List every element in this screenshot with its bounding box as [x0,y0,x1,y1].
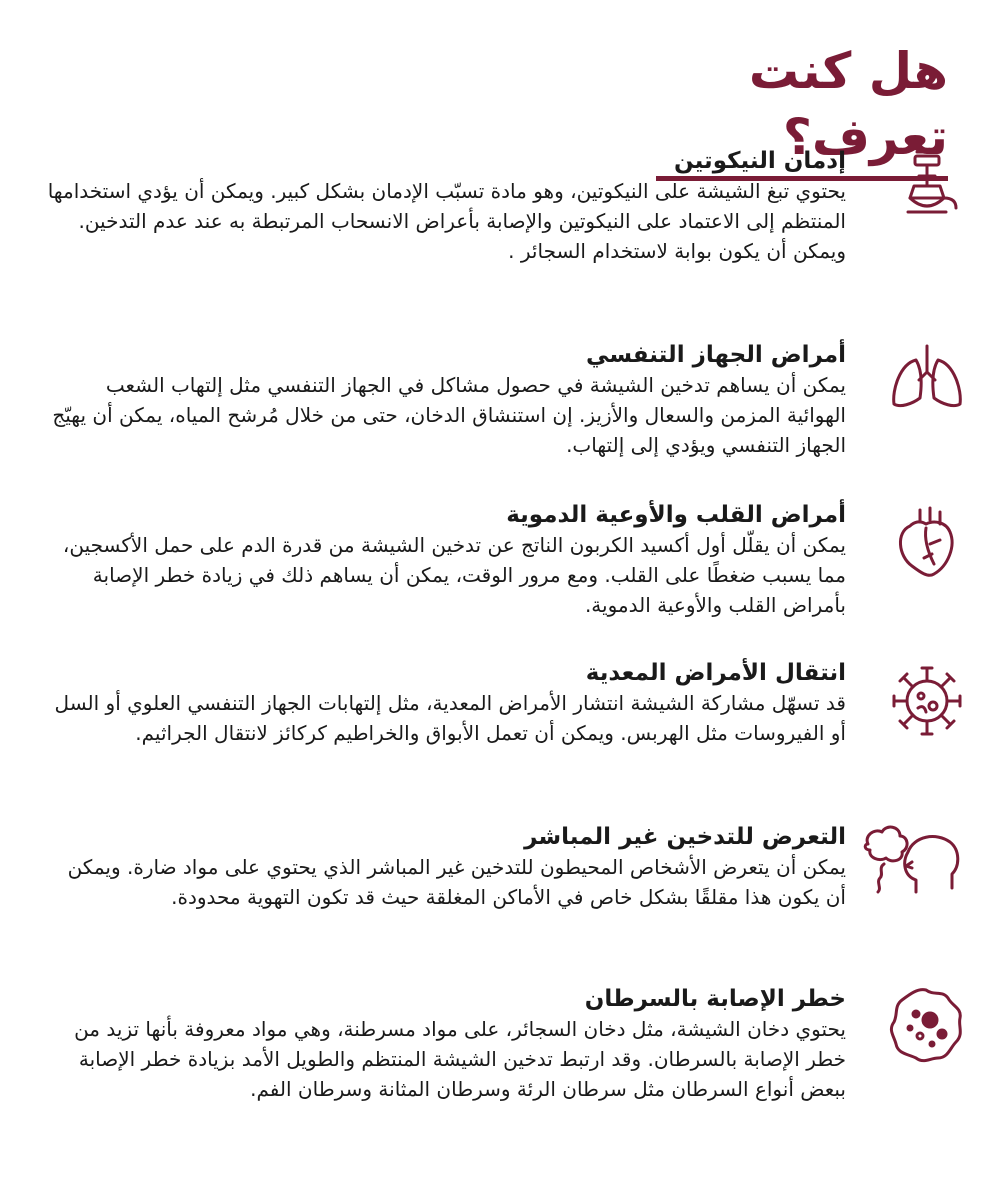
section-heading: إدمان النيكوتين [673,148,846,174]
section-text [46,984,846,1104]
section-text [46,340,846,460]
section-body: يحتوي تبغ الشيشة على النيكوتين، وهو مادة تسبّب الإدمان بشكل كبير. ويمكن أن يؤدي استخدامها المنتظم إلى الاعتماد على النيكوتين والإصابة بأعراض الانسحاب المرتبطة به عند عدم التدخين. ويمكن أن يكون بوابة لاستخدام السجائر . [47,179,846,263]
page-title: هل كنت تعرف؟ [748,42,948,166]
cancer-cell-icon [886,984,968,1066]
section-secondhand-smoke [0,822,998,982]
section-cancer-risk [0,984,998,1144]
section-body: قد تسهّل مشاركة الشيشة انتشار الأمراض المعدية، مثل إلتهابات الجهاز التنفسي العلوي أو السل أو الفيروسات مثل الهربس. ويمكن أن تعمل الأبواق والخراطيم كركائز لانتقال الجراثيم. [54,691,846,745]
section-text [46,822,846,912]
section-body: يمكن أن يقلّل أول أكسيد الكربون الناتج عن تدخين الشيشة من قدرة الدم على حمل الأكسجين، مما يسبب ضغطًا على القلب. ومع مرور الوقت، يمكن أن يساهم ذلك في زيادة خطر الإصابة بأمراض القلب والأوعية الدموية. [62,533,846,617]
secondhand-smoke-icon [860,822,964,904]
section-text [46,658,846,748]
lungs-icon [886,340,968,422]
section-body: يمكن أن يتعرض الأشخاص المحيطون للتدخين غير المباشر الذي يحتوي على مواد ضارة. ويمكن أن يكون هذا مقلقًا بشكل خاص في الأماكن المغلقة حيث قد تكون التهوية محدودة. [67,855,846,909]
section-heading: التعرض للتدخين غير المباشر [524,824,846,850]
section-body: يمكن أن يساهم تدخين الشيشة في حصول مشاكل في الجهاز التنفسي مثل إلتهاب الشعب الهوائية المزمن والسعال والأزيز. إن استنشاق الدخان، حتى من خلال مُرشح المياه، يمكن أن يهيّج الجهاز التنفسي ويؤدي إلى إلتهاب. [52,373,846,457]
section-text [46,146,846,266]
hookah-icon [886,146,968,228]
section-nicotine-addiction [0,146,998,306]
section-respiratory-disease [0,340,998,500]
virus-icon [886,660,968,742]
section-infectious-disease [0,658,998,818]
section-heading: خطر الإصابة بالسرطان [584,986,846,1012]
section-text [46,500,846,620]
section-body: يحتوي دخان الشيشة، مثل دخان السجائر، على مواد مسرطنة، وهي مواد معروفة بأنها تزيد من خطر الإصابة بالسرطان. وقد ارتبط تدخين الشيشة المنتظم والطويل الأمد بزيادة خطر الإصابة ببعض أنواع السرطان مثل سرطان الرئة وسرطان المثانة وسرطان الفم. [74,1017,846,1101]
section-heading: انتقال الأمراض المعدية [585,660,846,686]
heart-icon [886,500,968,582]
section-heading: أمراض الجهاز التنفسي [586,342,846,368]
section-cardiovascular-disease [0,500,998,660]
section-heading: أمراض القلب والأوعية الدموية [506,502,846,528]
